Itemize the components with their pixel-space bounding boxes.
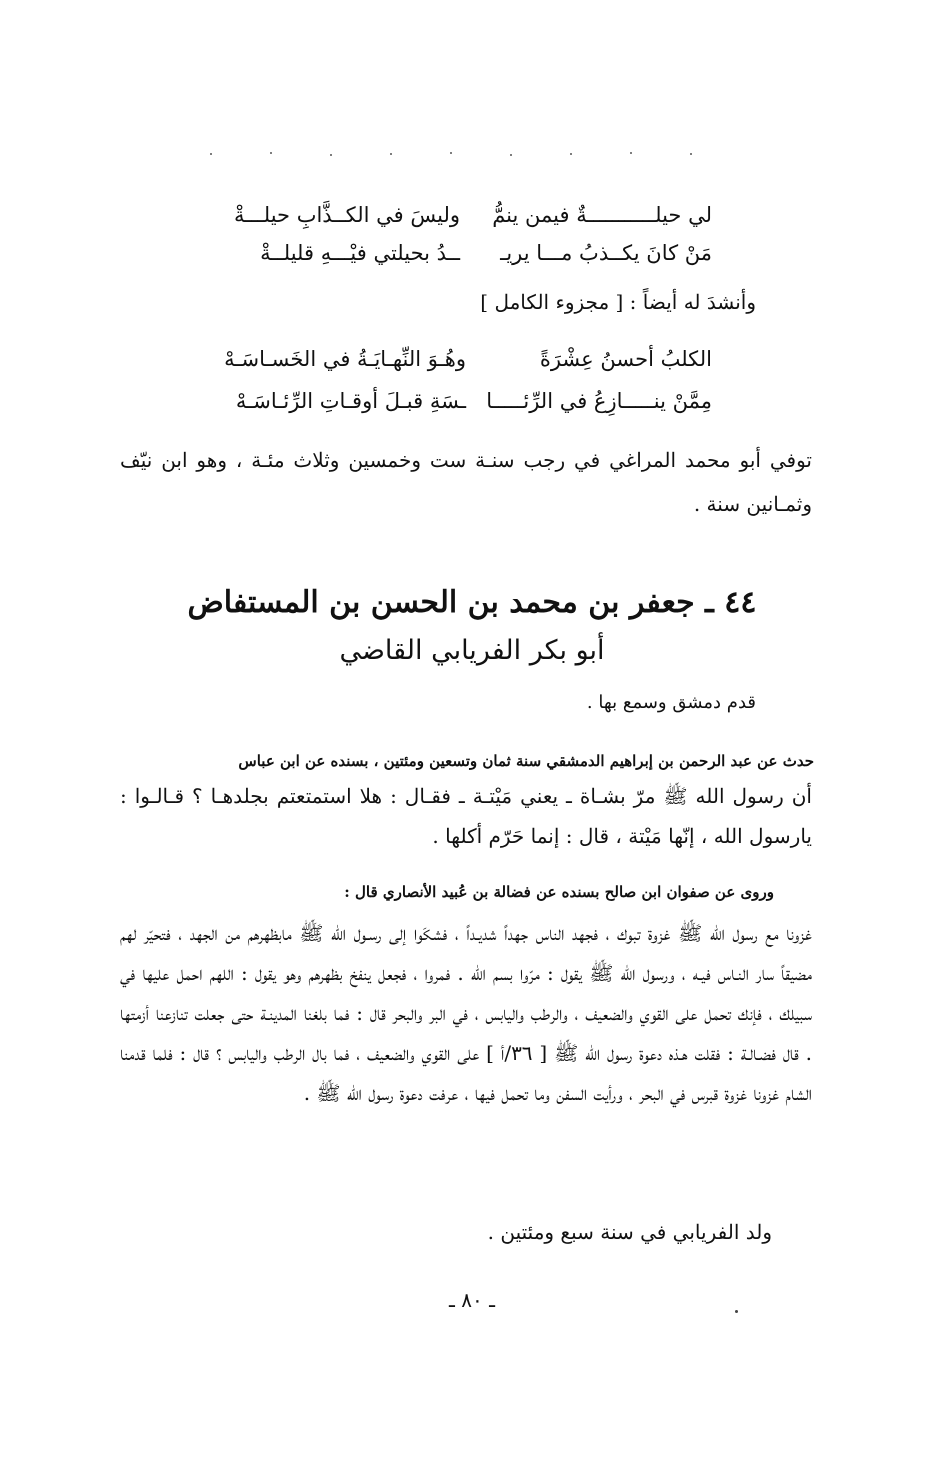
hemistich-right: الكلبُ أحسنُ عِشْرَةً [539,347,712,371]
hemistich-right: لي حيلـــــــــــةٌ فيمن ينمُّ [492,203,712,227]
hemistich-left: ــدُ بحيلتي فيْـــهِ قليلــةْ [260,241,460,265]
top-speckle [210,150,730,158]
poem2-verse1 [0,342,944,376]
hadith-2: غزونا مع رسول الله ﷺ غزوة تبوك ، فجهد الناس جهداً شديـداً ، فشكَوا إلى رسـول الله ﷺ مابظهرهم من الجهد ، فتحيّر لهم مضيقاً سار النـاس فيـه ، ورسول الله ﷺ يقول : مرّوا بسم الله . فمروا ، فجعل ينفخ بظهرهم وهو يقول : اللهم احمل عليها في سبيلك ، فإنك تحمل على القوي والضعيف ، والرطب واليابس ، في البر والبحر قال : فما بلغنا المدينـة حتى جعلت تنازعنا أزمتها . قال فضـالـة : فقلت هـذه دعوة رسول الله ﷺ [ ٣٦/أ ] على القوي والضعيف ، فما بال الرطب واليابس ؟ قال : فلما قدمنا الشام غزونا غزوة قبرس في البحر ، ورأيت السفن وما تحمل فيها ، عرفت دعوة رسول الله ﷺ . [120,921,812,1105]
recited-line: وأنشدَ له أيضاً : [ مجزوء الكامل ] [480,290,756,314]
hadith-1: أن رسول الله ﷺ مرّ بشـاة ـ يعني مَيْتـة ـ فقـال : هلا استمتعتم بجلدهـا ؟ قـالـوا : يارسول الله ، إنّها مَيْتة ، قال : إنما حَرّم أكلها . [120,784,812,848]
isnad-2: وروى عن صفوان ابن صالح بسنده عن فضالة بن عُبيد الأنصاري قال : [344,883,774,901]
scan-speck [735,1310,738,1313]
entry-kunya: أبو بكر الفريابي القاضي [339,635,605,666]
birth-note: ولد الفريابي في سنة سبع ومئتين . [487,1220,772,1244]
hemistich-left: وليسَ في الكــذَّابِ حيلـــةْ [234,203,460,227]
hemistich-right: مِمَّنْ ينـــــازِعُ في الرِّئـــــا [486,389,712,413]
entry-heading: ٤٤ ـ جعفر بن محمد بن الحسن بن المستفاض [187,585,757,620]
hemistich-left: ـسَةِ قبـلَ أوقـاتِ الرِّئـاسَـهْ [235,389,466,413]
poem2-verse2 [0,384,944,418]
hemistich-right: مَنْ كانَ يكــذبُ مـــا يريـ [500,241,712,265]
isnad-1: حدث عن عبد الرحمن بن إبراهيم الدمشقي سنة ثمان وتسعين ومئتين ، بسنده عن ابن عباس [238,752,814,770]
poem1-verse1 [0,198,944,232]
hemistich-left: وهُـوَ النِّهـايَـةُ في الخَسـاسَـهْ [224,347,466,371]
arrival-line: قدم دمشق وسمع بها . [586,692,756,713]
death-note: توفي أبو محمد المراغي في رجب سنـة ست وخمسين وثلاث مئـة ، وهو ابن نيّف وثمـانين سنة . [120,448,812,516]
page-number: ـ ٨٠ ـ [449,1288,495,1312]
poem1-verse2 [0,236,944,270]
